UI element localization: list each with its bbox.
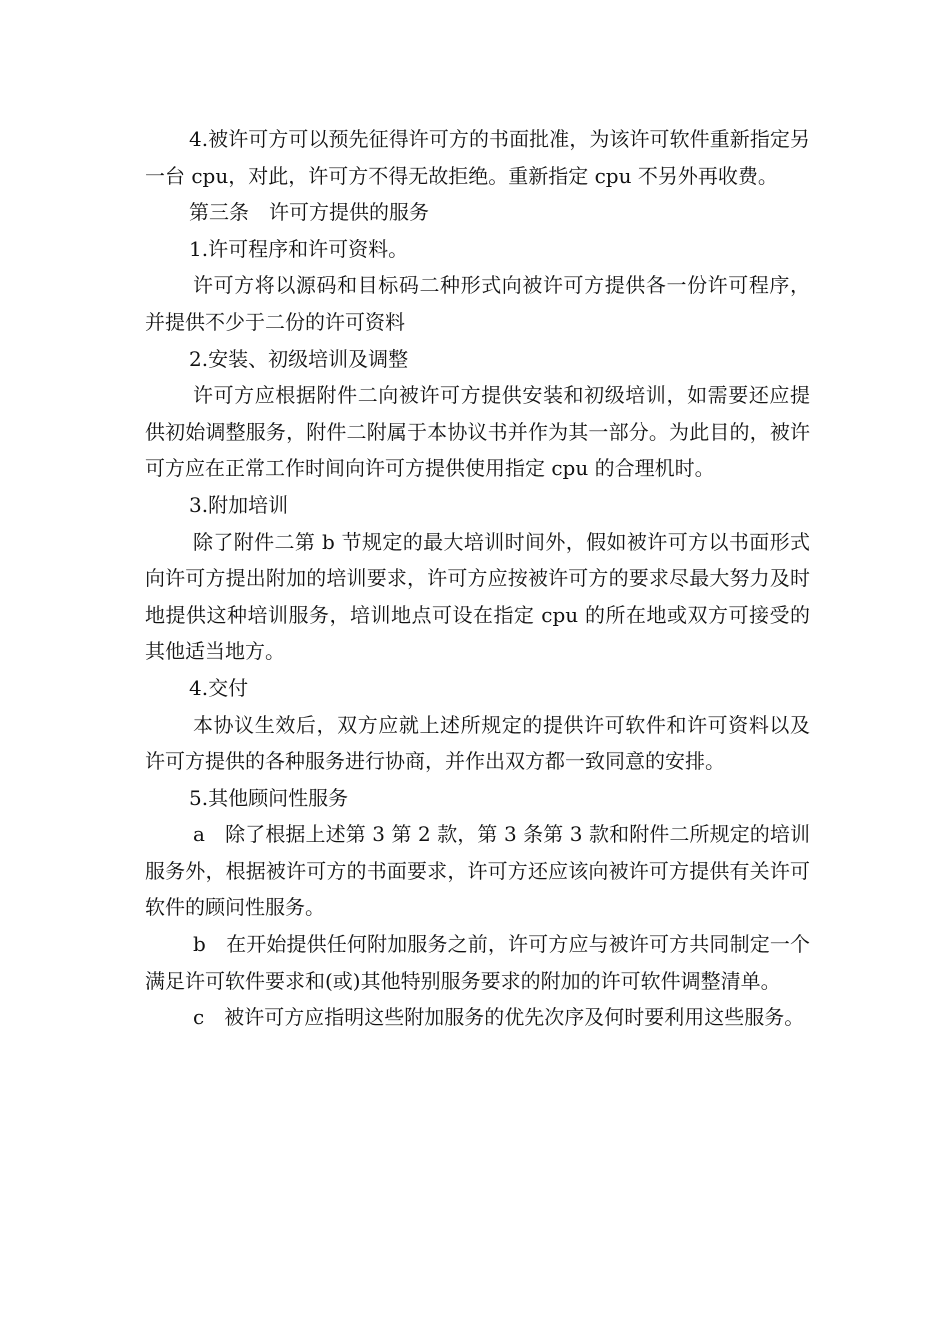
clause-body-3: 除了附件二第 b 节规定的最大培训时间外，假如被许可方以书面形式向许可方提出附加的培训要求，许可方应按被许可方的要求尽最大努力及时地提供这种培训服务，培训地点可设在指定 cpu 的所在地或双方可接受的其他适当地方。 [145, 529, 810, 664]
clause-heading-2: 2.安装、初级培训及调整 [189, 346, 409, 371]
clause-item-a: a 除了根据上述第 3 第 2 款，第 3 条第 3 款和附件二所规定的培训服务外，根据被许可方的书面要求，许可方还应该向被许可方提供有关许可软件的顾问性服务。 [145, 822, 810, 920]
clause-heading-4: 4.交付 [189, 675, 249, 700]
clause-body-4: 本协议生效后，双方应就上述所规定的提供许可软件和许可资料以及许可方提供的各种服务进行协商，并作出双方都一致同意的安排。 [145, 712, 810, 774]
clause-heading-3: 3.附加培训 [189, 492, 289, 517]
paragraph-cpu-reassignment: 4.被许可方可以预先征得许可方的书面批准，为该许可软件重新指定另一台 cpu，对此，许可方不得无故拒绝。重新指定 cpu 不另外再收费。 [145, 127, 810, 188]
clause-heading-5: 5.其他顾问性服务 [189, 785, 349, 810]
clause-body-2: 许可方应根据附件二向被许可方提供安装和初级培训，如需要还应提供初始调整服务，附件二附属于本协议书并作为其一部分。为此目的，被许可方应在正常工作时间向许可方提供使用指定 cpu 的合理机时。 [145, 383, 810, 481]
clause-item-c: c 被许可方应指明这些附加服务的优先次序及何时要利用这些服务。 [193, 1005, 805, 1030]
clause-body-1: 许可方将以源码和目标码二种形式向被许可方提供各一份许可程序，并提供不少于二份的许可资料 [145, 273, 810, 334]
clause-item-b: b 在开始提供任何附加服务之前，许可方应与被许可方共同制定一个满足许可软件要求和(或)其他特别服务要求的附加的许可软件调整清单。 [145, 932, 810, 993]
section-heading-article-3: 第三条 许可方提供的服务 [189, 200, 429, 225]
clause-heading-1: 1.许可程序和许可资料。 [189, 236, 409, 261]
